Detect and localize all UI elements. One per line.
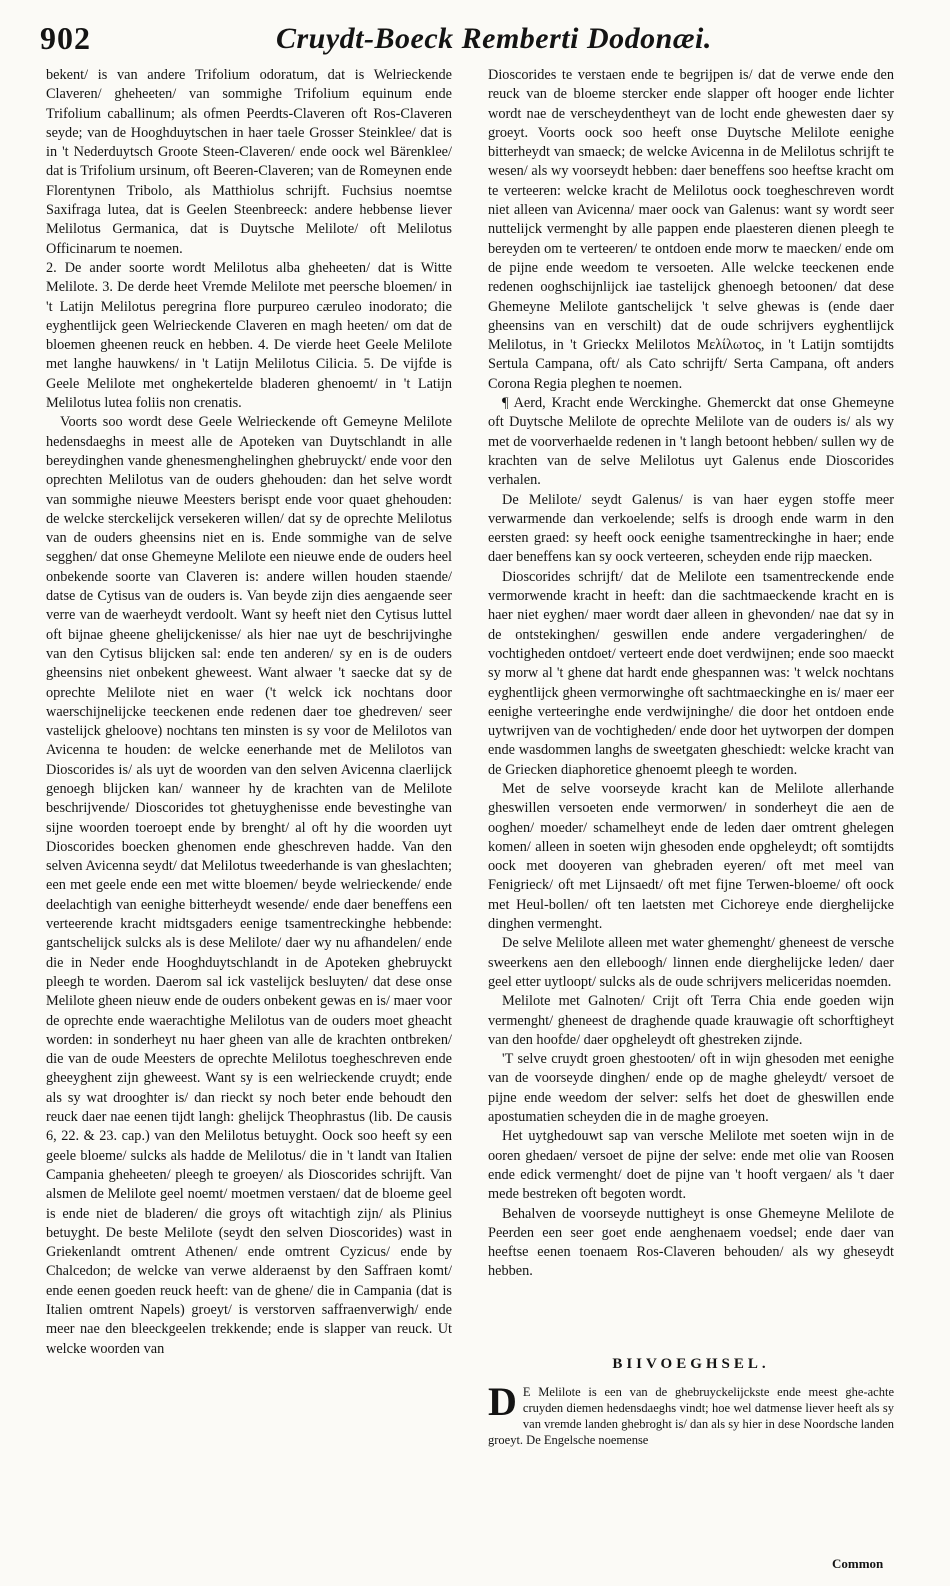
paragraph: Behalven de voorseyde nuttigheyt is onse Ghemeyne Melilote de Peerden een seer goet ende aenghenaem voedsel; ende daer van heeftse eenen toenaem Ros-Claveren behouden/ als wy gheseydt hebben. (488, 1205, 894, 1280)
paragraph: Voorts soo wordt dese Geele Welrieckende oft Gemeyne Melilote hedensdaeghs in meest alle de Apoteken van Duytschlandt in alle bereydinghen vande ghenesmenghelinghen ghebruyckt/ ende voor den oprechten Melilotus van de ouders ghehouden: dan het selve wordt van sommighe nieuwe Meesters berispt ende voor quaet ghehouden: de welcke sterckelijck versekeren willen/ dat sy de oprechte Melilotus van de ouders gheensins niet en is. Ende sommighe van de selve segghen/ dat onse Ghemeyne Melilote een nieuwe ende de ouders heel onbekende soorte van Claveren is: andere willen houden staende/ datse de Cytisus van de ouders is. Van beyde zijn dies aengaende seer verre van de waerheydt verdoolt. Want sy heeft niet den Cytisus luttel oft bijnae gheene ghelijckenisse/ als hier nae uyt de beschrijvinghe van den Cytisus blijcken sal: ende ten anderen/ sy en is de ouders gheensins niet onbekent gheweest. Want alwaer 't saecke dat sy de oprechte Melilote niet en waer ('t welck ick nochtans door waerschijnelijcke teeckenen ende redenen daer toe ghedreven/ seer vastelijck gheloove) nochtans ten minsten is sy voor de Melilotos van Avicenna te houden: de welcke eenerhande met de Melilotos van Dioscorides is/ als uyt de woorden van den selven Avicenna claerlijck genoegh blijcken kan/ wanneer hy de krachten van de Melilote beschrijvende/ Dioscorides tot ghetuyghenisse ende bevestinghe van sijne woorden toeroept ende by brenght/ al oft hy die woorden uyt Dioscorides boecken ghenomen ende gheschreven hadde. Van den selven Avicenna seydt/ dat Melilotus tweederhande is van gheslachten; een met geele ende een met witte bloemen/ beyde welrieckende/ ende deelachtigh van eenighe bitterheydt wesende/ ende daer beneffens een verteerende kracht midtsgaders eenige tsamentreckinghe hebbende: gantschelijck sulcks als is dese Melilote/ daer wy nu afhandelen/ ende die in Neder ende Hooghduytschlandt in de Apoteken ghebruyckt pleegh te worden. Daerom sal ick vastelijck besluyten/ dat dese onse Melilote gheen nieuw ende de ouders onbekent gewas en is/ maer voor de oprechte ende waerachtighe Melilotus van de ouders moet gheacht worden: in sonderheyt nu haer gheen van alle de krachten ontbreken/ die van de oude Meesters de oprechte Melilotus toegheschreven ende gheeyghent zijn gheweest. Want sy is een welrieckende cruydt; ende als sy wat drooghter is/ dan rieckt sy noch beter ende behoudt den reuck daer nae eenen tijdt langh: ghelijck Theophrastus (lib. De causis 6, 22. & 23. cap.) van den Melilotus betuyght. Oock soo heeft sy een geele bloeme/ sulcks als hadde de Melilotus/ die in 't landt van Italien Campania gheheeten/ pleegh te groeyen/ als Dioscorides schrijft. Van alsmen de Melilote geel noemt/ moetmen verstaen/ dat de bloeme geel is ende niet de bladeren/ die groys oft witachtigh zijn/ als Plinius betuyght. De beste Melilote (seydt den selven Dioscorides) wast in Griekenlandt omtrent Athenen/ ende omtrent Cyzicus/ ende by Chalcedon; de welcke van verwe alderaenst by den Saffraen komt/ ende eenen goeden reuck heeft: van de ghene/ die in Campania (dat is Italien omtrent Napels) groeyt/ is verstorven saffraenverwigh/ ende meer nae den bleeckgeelen trekkende; ende is slapper van reuck. Ut welcke woorden van (46, 414, 452, 1357)
paragraph: De Melilote/ seydt Galenus/ is van haer eygen stoffe meer verwarmende dan verkoelende; selfs is droogh ende warm in den eersten graed: sy heeft oock eenighe tsamentreckinghe in haer; ende daer beneffens kan sy oock verteeren, scheyden ende rijp maecken. (488, 491, 894, 566)
paragraph: Melilote met Galnoten/ Crijt oft Terra Chia ende goeden wijn vermenght/ gheneest de draghende quade krauwagie oft schorftigheyt van den hoofde/ daer opgheleydt oft ghestreken zijnde. (488, 993, 894, 1048)
left-column (46, 66, 452, 1576)
addendum-text: E Melilote is een van de ghebruyckelijckste ende meest ghe-achte cruyden diemen hedensdaeghs vindt; hoe wel datmense liever heeft als sy van vremde landen ghebroght is/ dan als sy hier in dese Noordsche landen groeyt. De Engelsche noemense (488, 1385, 894, 1447)
paragraph: Met de selve voorseyde kracht kan de Melilote allerhande gheswillen versoeten ende vermorwen/ in sonderheyt die aen de ooghen/ moeder/ schamelheyt ende de leden daer omtrent ghelegen komen/ alleen in soeten wijn ghesoden ende opgheleydt; oft somtijdts oock met dooyeren van ghebraden eyeren/ oft met meel van Fenigrieck/ oft met Lijnsaedt/ oft met fijne Terwen-bloeme/ oft oock met Heul-bollen/ oft ten laetsten met Cichoreye ende dierghelijcke dinghen vermenght. (488, 780, 894, 933)
running-title: Cruydt-Boeck Remberti Dodonæi. (276, 22, 712, 55)
page-number: 902 (40, 20, 91, 56)
paragraph: De selve Melilote alleen met water ghemenght/ gheneest de versche sweerkens aen den elleboogh/ linnen ende dierghelijcke leden/ daer geel etter uytloopt/ sulcks als de oude schrijvers meliceridas noemden. (488, 935, 894, 990)
paragraph: 2. De ander soorte wordt Melilotus alba gheheeten/ dat is Witte Melilote. 3. De derde heet Vremde Melilote met peersche bloemen/ in 't Latijn Melilotus peregrina flore purpureo cæruleo inodorato; die eyghentlijck geen Welrieckende Claveren en magh heeten/ om dat de bloemen gheenen reuck en hebben. 4. De vierde heet Geele Melilote met langhe hauwkens/ in 't Latijn Melilotus Cilicia. 5. De vijfde is Geele Melilote met onghekertelde bladeren ghenoemt/ in 't Latijn Melilotus lutea foliis non crenatis. (46, 259, 452, 412)
paragraph: Dioscorides schrijft/ dat de Melilote een tsamentreckende ende vermorwende kracht in heeft: dan die sachtmaeckende kracht en is haer niet eyghen/ maer wordt daer alleen in ghevonden/ nae dat sy in de ontstekinghen/ geswillen ende andere vergaderinghen/ de vochtigheden ontdoet/ verteert ende doet verdwijnen; ende soo maeckt sy morw al 't ghene dat hardt ende ghespannen was: 't welck nochtans eyghentlijck gheen vermorwinghe oft sachtmaeckinghe en is/ maer eer eenighe verteeringhe ende verdwijninghe/ die door het ontdoen ende uytwrijven van de vochtigheden/ ende door het uytworpen der dompen ende wasdommen langhs de sweetgaten gheschiedt: welcke kracht van de Griecken diaphoretice ghenoemt pleegh te worden. (488, 568, 894, 778)
catchword: Common (832, 1556, 884, 1571)
section-heading-paragraph: ¶ Aerd, Kracht ende Werckinghe. Ghemerckt dat onse Ghemeyne oft Duytsche Melilote de oprechte Melilote van de ouders is/ als wy met de voorverhaelde redenen in 't langh betoont hebben/ sullen wy de krachten van de selve Melilotus uyt Galenus ende Dioscorides verhalen. (488, 395, 894, 489)
addendum-heading: BIIVOEGHSEL. (612, 1356, 770, 1372)
paragraph: 'T selve cruydt groen ghestooten/ oft in wijn ghesoden met eenighe van de voorseyde dinghen/ ende op de maghe gheleydt/ versoet de pijne ende weedom der selver: selfs het doet de gheswillen ende apostumatien scheyden die in de maghe groeyen. (488, 1051, 894, 1126)
paragraph: Het uytghedouwt sap van versche Melilote met soeten wijn in de ooren ghedaen/ versoet de pijne der selve: ende met olie van Roosen ende edick vermenght/ doet de pijne van 't hooft vergaen/ als 't daer mede bestreken oft begoten wordt. (488, 1128, 894, 1203)
addendum-text-block (488, 1379, 894, 1448)
paragraph: Dioscorides te verstaen ende te begrijpen is/ dat de verwe ende den reuck van de bloeme stercker ende slapper oft hooger ende lichter wordt nae de verscheydentheyt van de locht ende ghewesten daer sy groeyt. Voorts oock soo heeft onse Duytsche Melilote eenighe bitterheydt van smaeck; de welcke Avicenna in de Melilotus schrijft te wesen/ als wy voorseydt hebben: daer beneffens soo heeftse kracht om te verteeren: welcke kracht de Melilotus oock toegheschreven wordt niet alleen van Avicenna/ maer oock van Galenus: want sy wordt seer nuttelijck vermenght by alle pappen ende plaesteren dienen pleegh te bereyden om te verteeren/ te ontdoen ende morw te maecken/ ende om de pijne ende weedom te versoeten. Alle welcke teeckenen ende redenen ooghschijnlijck iae tastelijck ghenoegh betoonen/ dat dese Ghemeyne Melilote gantschelijck 't selve ghewas is (ende daer gheensins van en verschilt) dat de oude schrijvers eyghentlijck Melilotus, in 't Grieckx Melilotos Μελίλωτος, in 't Latijn somtijdts Sertula Campana, oft/ als Cato schrijft/ Serta Campana, oft anders Corona Regia pleghen te noemen. (488, 67, 894, 392)
paragraph: bekent/ is van andere Trifolium odoratum, dat is Welrieckende Claveren/ gheheeten/ van sommighe Trifolium equinum ende Trifolium caballinum; als ofmen Peerdts-Claveren oft Ros-Claveren seyde; van de Hooghduytschen in haer taele Grosser Steinklee/ dat is in 't Nederduytsch Groote Steen-Claveren/ ende oock wel Bärenklee/ dat is Trifolium ursinum, oft Beeren-Claveren; van de Romeynen ende Florentynen Tribolo, als Matthiolus schrijft. Fuchsius noemtse Saxifraga lutea, dat is Geelen Steenbreeck: andere hebbense liever Melilotus Germanica, dat is Duytsche Melilote/ oft Melilotus Officinarum te noemen. (46, 67, 452, 257)
right-column (488, 66, 894, 1356)
drop-capital: D (488, 1379, 517, 1424)
page-header (40, 20, 916, 64)
